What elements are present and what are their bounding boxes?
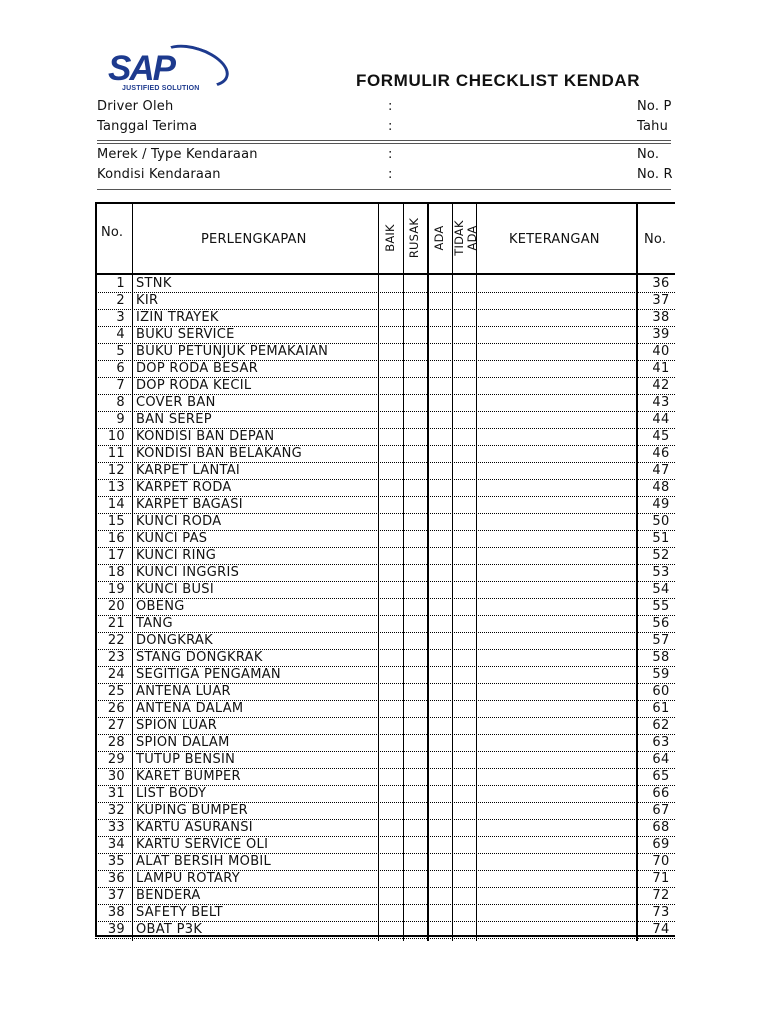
row-number-right: 69 — [652, 837, 670, 852]
table-row — [95, 531, 675, 548]
row-item: KUNCI RODA — [136, 514, 222, 529]
row-number-right: 70 — [652, 854, 670, 869]
tanggal-separator: : — [388, 119, 393, 134]
row-number: 13 — [107, 480, 125, 495]
table-row — [95, 769, 675, 786]
header-no: No. — [101, 225, 124, 240]
row-item: SPION DALAM — [136, 735, 230, 750]
table-row — [95, 922, 675, 939]
row-item: ANTENA DALAM — [136, 701, 244, 716]
row-item: KUNCI RING — [136, 548, 217, 563]
row-number-right: 38 — [652, 310, 670, 325]
row-number: 5 — [116, 344, 125, 359]
tanggal-label: Tanggal Terima — [97, 119, 198, 134]
row-item: KIR — [136, 293, 159, 308]
driver-separator: : — [388, 99, 393, 114]
row-number-right: 53 — [652, 565, 670, 580]
right-field-3: No. — [637, 147, 660, 162]
table-row — [95, 514, 675, 531]
header-keterangan: KETERANGAN — [509, 232, 600, 247]
row-number: 26 — [107, 701, 125, 716]
row-item: SAFETY BELT — [136, 905, 223, 920]
table-row — [95, 344, 675, 361]
row-number: 39 — [107, 922, 125, 937]
checklist-rows — [95, 276, 675, 939]
table-row — [95, 293, 675, 310]
merek-separator: : — [388, 147, 393, 162]
row-item: SPION LUAR — [136, 718, 218, 733]
table-row — [95, 701, 675, 718]
table-row — [95, 276, 675, 293]
row-number: 6 — [116, 361, 125, 376]
row-number: 12 — [107, 463, 125, 478]
header-rusak: RUSAK — [407, 217, 421, 259]
row-number-right: 43 — [652, 395, 670, 410]
right-field-1: No. P — [637, 99, 672, 114]
merek-label: Merek / Type Kendaraan — [97, 147, 258, 162]
row-item: STANG DONGKRAK — [136, 650, 263, 665]
table-row — [95, 412, 675, 429]
row-item: KARPET BAGASI — [136, 497, 243, 512]
row-number-right: 73 — [652, 905, 670, 920]
row-number: 1 — [116, 276, 125, 291]
checklist-table — [95, 202, 675, 941]
row-number: 21 — [107, 616, 125, 631]
row-item: KARPET LANTAI — [136, 463, 241, 478]
table-row — [95, 480, 675, 497]
table-row — [95, 327, 675, 344]
table-row — [95, 565, 675, 582]
row-number-right: 45 — [652, 429, 670, 444]
row-number-right: 51 — [652, 531, 670, 546]
table-row — [95, 310, 675, 327]
row-item: BUKU PETUNJUK PEMAKAIAN — [136, 344, 329, 359]
kondisi-separator: : — [388, 167, 393, 182]
row-number-right: 66 — [652, 786, 670, 801]
row-number: 28 — [107, 735, 125, 750]
table-row — [95, 803, 675, 820]
row-item: BAN SEREP — [136, 412, 212, 427]
row-number-right: 72 — [652, 888, 670, 903]
row-item: OBENG — [136, 599, 185, 614]
header-separator — [95, 273, 675, 275]
right-field-2: Tahu — [637, 119, 669, 134]
table-row — [95, 633, 675, 650]
row-number: 4 — [116, 327, 125, 342]
header-ada: ADA — [432, 225, 446, 251]
row-item: DONGKRAK — [136, 633, 213, 648]
row-item: KARPET RODA — [136, 480, 232, 495]
row-item: KONDISI BAN BELAKANG — [136, 446, 303, 461]
row-item: KUNCI PAS — [136, 531, 208, 546]
row-number-right: 37 — [652, 293, 670, 308]
row-number-right: 49 — [652, 497, 670, 512]
row-number: 11 — [107, 446, 125, 461]
kondisi-label: Kondisi Kendaraan — [97, 167, 221, 182]
table-row — [95, 684, 675, 701]
logo-tagline: JUSTIFIED SOLUTION — [122, 85, 200, 92]
header-no-right: No. — [644, 232, 667, 247]
row-item: IZIN TRAYEK — [136, 310, 219, 325]
row-item: COVER BAN — [136, 395, 216, 410]
row-number-right: 58 — [652, 650, 670, 665]
row-number-right: 44 — [652, 412, 670, 427]
row-number: 8 — [116, 395, 125, 410]
row-number: 30 — [107, 769, 125, 784]
row-number: 3 — [116, 310, 125, 325]
row-number: 15 — [107, 514, 125, 529]
row-number-right: 67 — [652, 803, 670, 818]
row-item: TUTUP BENSIN — [136, 752, 236, 767]
row-number-right: 39 — [652, 327, 670, 342]
table-row — [95, 599, 675, 616]
row-item: LIST BODY — [136, 786, 207, 801]
divider — [97, 143, 671, 144]
sap-logo — [106, 47, 226, 97]
divider — [97, 189, 671, 190]
row-number: 20 — [107, 599, 125, 614]
table-row — [95, 446, 675, 463]
table-row — [95, 888, 675, 905]
row-number-right: 41 — [652, 361, 670, 376]
row-number: 36 — [107, 871, 125, 886]
row-number-right: 56 — [652, 616, 670, 631]
row-number-right: 40 — [652, 344, 670, 359]
header-perlengkapan: PERLENGKAPAN — [201, 232, 307, 247]
row-item: DOP RODA KECIL — [136, 378, 252, 393]
header-tidak: TIDAK — [452, 220, 466, 256]
row-number-right: 57 — [652, 633, 670, 648]
table-row — [95, 786, 675, 803]
row-number: 32 — [107, 803, 125, 818]
row-number-right: 60 — [652, 684, 670, 699]
table-row — [95, 752, 675, 769]
row-item: TANG — [136, 616, 173, 631]
row-number-right: 48 — [652, 480, 670, 495]
row-item: BENDERA — [136, 888, 201, 903]
table-row — [95, 429, 675, 446]
row-number: 38 — [107, 905, 125, 920]
table-row — [95, 837, 675, 854]
row-number-right: 61 — [652, 701, 670, 716]
row-number: 24 — [107, 667, 125, 682]
header-baik: BAIK — [383, 224, 397, 252]
row-number: 16 — [107, 531, 125, 546]
row-number-right: 54 — [652, 582, 670, 597]
row-number: 14 — [107, 497, 125, 512]
row-number-right: 42 — [652, 378, 670, 393]
row-item: STNK — [136, 276, 172, 291]
row-item: KARTU ASURANSI — [136, 820, 253, 835]
row-number-right: 74 — [652, 922, 670, 937]
row-item: KUNCI INGGRIS — [136, 565, 240, 580]
row-item: ALAT BERSIH MOBIL — [136, 854, 272, 869]
table-row — [95, 650, 675, 667]
table-row — [95, 871, 675, 888]
row-number-right: 52 — [652, 548, 670, 563]
row-item: KARTU SERVICE OLI — [136, 837, 269, 852]
divider — [97, 140, 671, 141]
header-tidak-ada: ADA — [465, 225, 479, 251]
row-number: 7 — [116, 378, 125, 393]
row-number: 19 — [107, 582, 125, 597]
table-row — [95, 497, 675, 514]
row-number: 27 — [107, 718, 125, 733]
row-number: 9 — [116, 412, 125, 427]
row-item: OBAT P3K — [136, 922, 203, 937]
row-number: 10 — [107, 429, 125, 444]
table-row — [95, 854, 675, 871]
row-number: 29 — [107, 752, 125, 767]
table-row — [95, 395, 675, 412]
table-row — [95, 735, 675, 752]
row-item: ANTENA LUAR — [136, 684, 231, 699]
row-number-right: 64 — [652, 752, 670, 767]
table-row — [95, 361, 675, 378]
row-item: KUPING BUMPER — [136, 803, 248, 818]
row-number: 23 — [107, 650, 125, 665]
row-number-right: 46 — [652, 446, 670, 461]
table-row — [95, 378, 675, 395]
row-item: DOP RODA BESAR — [136, 361, 259, 376]
row-item: KARET BUMPER — [136, 769, 241, 784]
right-field-4: No. R — [637, 167, 673, 182]
logo-brand: SAP — [108, 49, 174, 88]
row-number-right: 62 — [652, 718, 670, 733]
table-row — [95, 582, 675, 599]
row-number: 33 — [107, 820, 125, 835]
row-item: KONDISI BAN DEPAN — [136, 429, 275, 444]
row-number-right: 65 — [652, 769, 670, 784]
driver-label: Driver Oleh — [97, 99, 174, 114]
table-row — [95, 718, 675, 735]
table-row — [95, 548, 675, 565]
row-number: 37 — [107, 888, 125, 903]
table-row — [95, 616, 675, 633]
row-number: 34 — [107, 837, 125, 852]
row-number-right: 36 — [652, 276, 670, 291]
document-title: FORMULIR CHECKLIST KENDAR — [356, 71, 641, 90]
row-number: 2 — [116, 293, 125, 308]
row-number: 17 — [107, 548, 125, 563]
row-item: LAMPU ROTARY — [136, 871, 240, 886]
row-number-right: 55 — [652, 599, 670, 614]
row-item: BUKU SERVICE — [136, 327, 235, 342]
row-number: 31 — [107, 786, 125, 801]
table-row — [95, 667, 675, 684]
row-number: 18 — [107, 565, 125, 580]
table-row — [95, 905, 675, 922]
table-row — [95, 463, 675, 480]
row-item: KUNCI BUSI — [136, 582, 214, 597]
row-number: 22 — [107, 633, 125, 648]
row-number-right: 50 — [652, 514, 670, 529]
row-number-right: 71 — [652, 871, 670, 886]
row-number-right: 59 — [652, 667, 670, 682]
table-row — [95, 820, 675, 837]
row-number: 35 — [107, 854, 125, 869]
row-number: 25 — [107, 684, 125, 699]
row-number-right: 68 — [652, 820, 670, 835]
row-number-right: 47 — [652, 463, 670, 478]
row-number-right: 63 — [652, 735, 670, 750]
row-item: SEGITIGA PENGAMAN — [136, 667, 281, 682]
